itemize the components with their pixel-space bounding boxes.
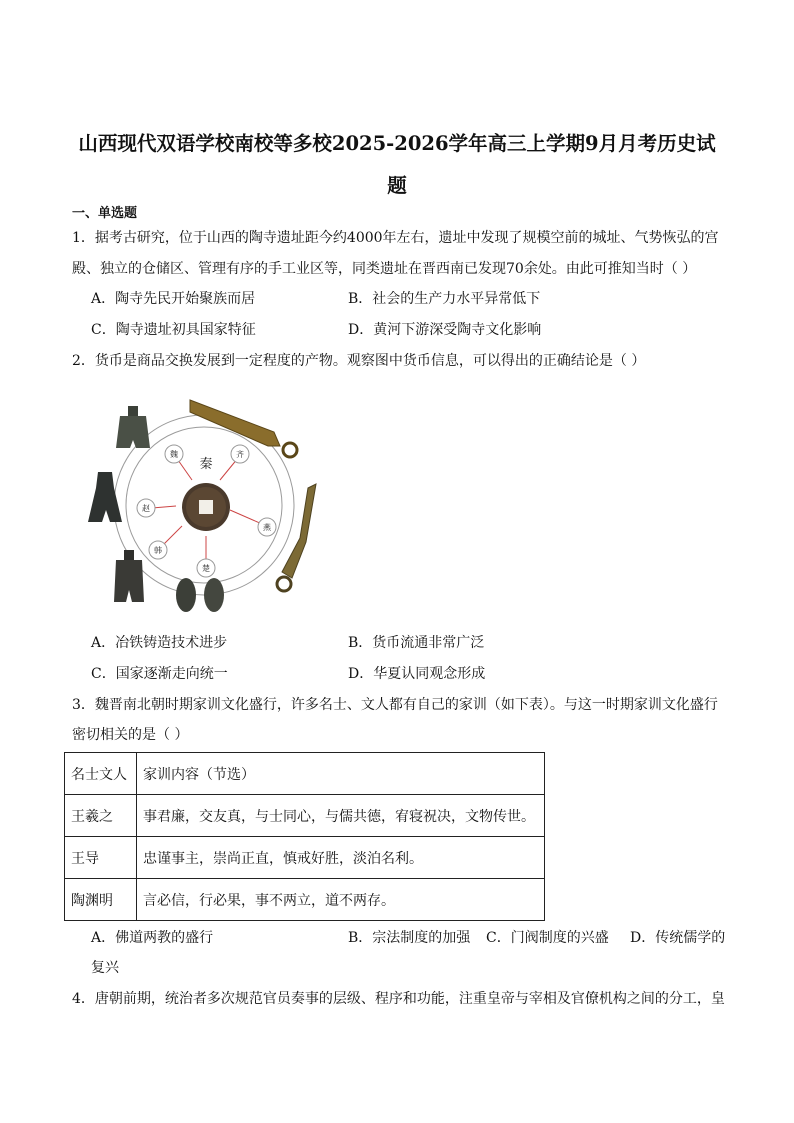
state-chu-label: 楚 bbox=[202, 564, 210, 573]
q1-option-c[interactable]: C．陶寺遗址初具国家特征 bbox=[91, 322, 256, 338]
q1-option-d[interactable]: D．黄河下游深受陶寺文化影响 bbox=[348, 322, 542, 338]
state-qin-label: 秦 bbox=[199, 457, 213, 472]
title-line-2: 题 bbox=[387, 174, 407, 197]
q3-stem-line-2: 密切相关的是（ ） bbox=[72, 727, 189, 743]
square-spade-coin-icon bbox=[114, 550, 144, 602]
q2-option-a[interactable]: A．冶铁铸造技术进步 bbox=[91, 635, 228, 651]
currency-figure bbox=[78, 392, 326, 614]
q2-option-c[interactable]: C．国家逐渐走向统一 bbox=[91, 666, 228, 682]
q3-option-d[interactable]: D．传统儒学的 bbox=[630, 930, 726, 946]
table-header-row bbox=[65, 753, 545, 795]
ant-nose-coin-icon bbox=[176, 578, 196, 612]
q3-stem-line-1: 3．魏晋南北朝时期家训文化盛行，许多名士、文人都有自己的家训（如下表）。与这一时期家训文化盛行 bbox=[72, 697, 718, 713]
q3-option-d-wrap: 复兴 bbox=[91, 960, 119, 976]
table-row bbox=[65, 837, 545, 879]
q3-option-c[interactable]: C．门阀制度的兴盛 bbox=[486, 930, 609, 946]
section-heading: 一、单选题 bbox=[72, 206, 138, 221]
knife-coin-right-icon bbox=[277, 484, 316, 591]
state-han-label: 韩 bbox=[154, 546, 162, 555]
pointed-spade-coin-icon bbox=[88, 472, 122, 522]
q2-option-b[interactable]: B．货币流通非常广泛 bbox=[348, 635, 485, 651]
state-zhao-label: 赵 bbox=[142, 504, 150, 513]
table-header-cell: 家训内容（节选） bbox=[137, 753, 545, 795]
table-cell: 王羲之 bbox=[65, 795, 137, 837]
q2-option-d[interactable]: D．华夏认同观念形成 bbox=[348, 666, 486, 682]
table-row bbox=[65, 879, 545, 921]
q4-stem-line-1: 4．唐朝前期，统治者多次规范官员奏事的层级、程序和功能，注重皇帝与宰相及官僚机构之间的分工，皇 bbox=[72, 991, 725, 1007]
table-cell: 陶渊明 bbox=[65, 879, 137, 921]
table-cell: 王导 bbox=[65, 837, 137, 879]
state-qi-label: 齐 bbox=[236, 450, 244, 459]
q2-stem-line-1: 2．货币是商品交换发展到一定程度的产物。观察图中货币信息，可以得出的正确结论是（ ） bbox=[72, 353, 646, 369]
table-cell: 事君廉，交友真，与士同心，与儒共德，宥寝祝决，文物传世。 bbox=[137, 795, 545, 837]
state-yan-label: 燕 bbox=[263, 523, 271, 532]
q1-option-b[interactable]: B．社会的生产力水平异常低下 bbox=[348, 291, 541, 307]
qin-round-coin-icon bbox=[182, 483, 230, 531]
title-line-1: 山西现代双语学校南校等多校2025-2026学年高三上学期9月月考历史试 bbox=[78, 132, 716, 155]
table-cell: 言必信，行必果，事不两立，道不两存。 bbox=[137, 879, 545, 921]
q3-option-b[interactable]: B．宗法制度的加强 bbox=[348, 930, 471, 946]
state-wei-label: 魏 bbox=[170, 450, 178, 459]
exam-title bbox=[60, 123, 734, 207]
table-cell: 忠谨事主，崇尚正直，慎戒好胜，淡泊名利。 bbox=[137, 837, 545, 879]
family-instructions-table bbox=[64, 752, 545, 921]
q1-option-a[interactable]: A．陶寺先民开始聚族而居 bbox=[91, 291, 256, 307]
q3-option-a[interactable]: A．佛道两教的盛行 bbox=[91, 930, 214, 946]
table-row bbox=[65, 795, 545, 837]
q1-stem-line-2: 殿、独立的仓储区、管理有序的手工业区等，同类遗址在晋西南已发现70余处。由此可推知当时（ ） bbox=[72, 261, 697, 277]
q1-stem-line-1: 1．据考古研究，位于山西的陶寺遗址距今约4000年左右，遗址中发现了规模空前的城址、气势恢弘的宫 bbox=[72, 230, 719, 246]
table-header-cell: 名士文人 bbox=[65, 753, 137, 795]
ant-nose-coin-icon-2 bbox=[204, 578, 224, 612]
spade-coin-icon bbox=[116, 406, 150, 448]
